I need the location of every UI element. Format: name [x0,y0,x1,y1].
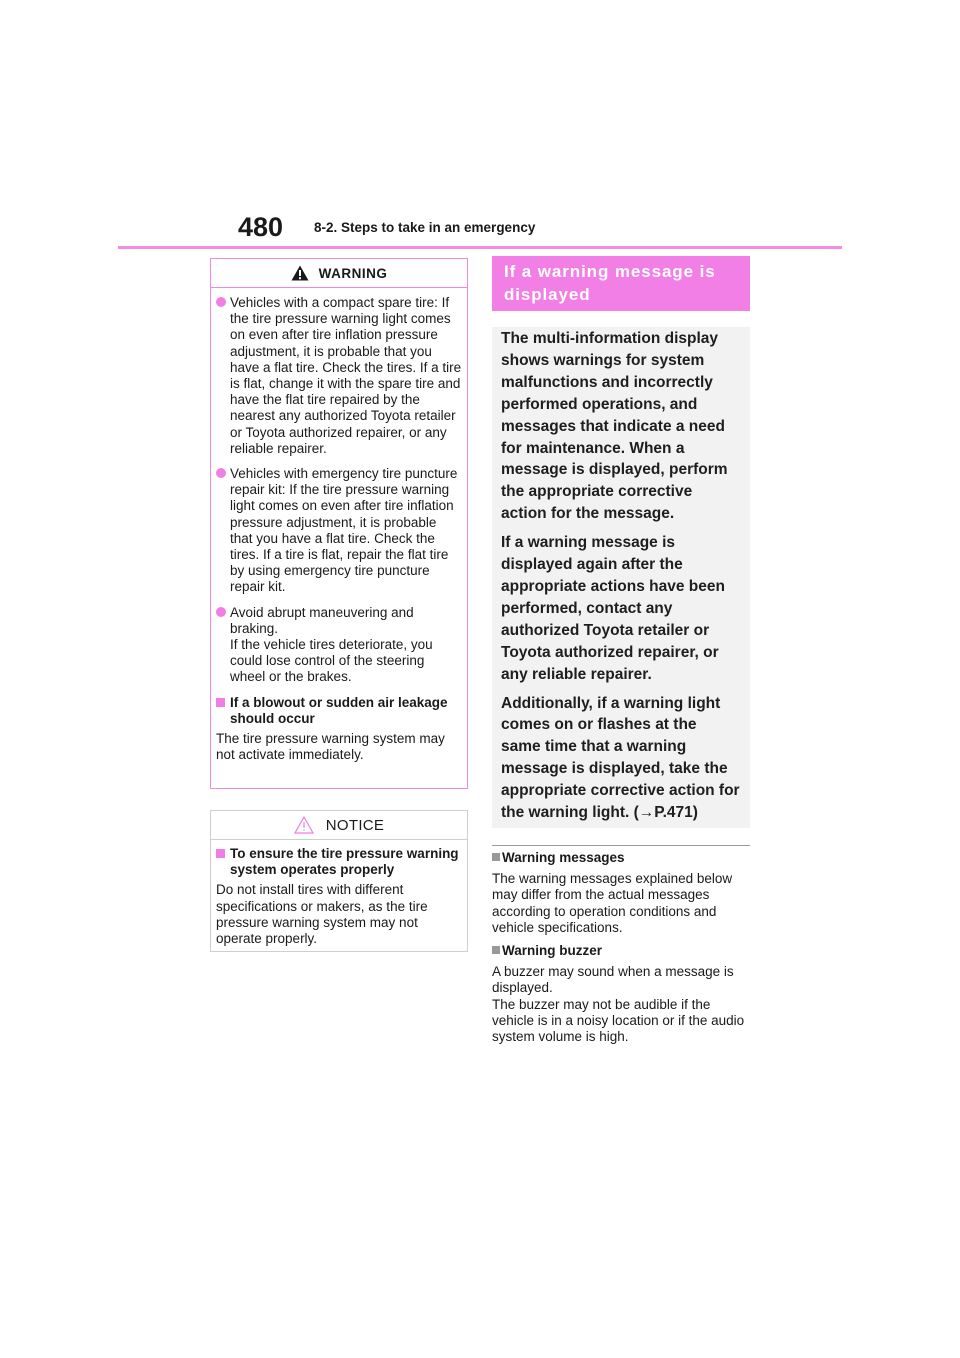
warning-messages-heading [492,850,752,866]
warning-item [216,295,462,457]
warning-title: WARNING [318,265,388,281]
warning-triangle-icon [291,265,309,281]
intro-paragraph: If a warning message is displayed again after the appropriate actions have been performed, contact any authorized Toyota retailer or Toyota authorized repairer, or any reliable repairer. [501,534,725,683]
warning-messages-heading-text: Warning messages [502,850,625,865]
notice-box [210,810,468,952]
warning-messages-section [492,850,752,936]
warning-item-text: Vehicles with a compact spare tire: If the tire pressure warning light comes on even after tire inflation pressure adjustment, it is probable that you have a flat tire. Check the tires. If a tire is flat, change it with the spare tire and have the flat tire repaired by the nearest any authorized Toyota retailer or Toyota authorized repairer, or any reliable repairer. [230,295,462,456]
warning-item [216,605,462,686]
section-banner: If a warning message is displayed [492,256,750,311]
divider [492,845,750,846]
notice-text: Do not install tires with different specifications or makers, as the tire pressure warning system may not operate properly. [216,882,428,947]
page-header [118,210,842,249]
bullet-dot-icon [216,607,226,617]
intro-paragraph: Additionally, if a warning light comes on or flashes at the same time that a warning message is displayed, take the appropriate corrective action for the warning light. (→P.471) [501,694,740,822]
notice-body [211,840,467,947]
bullet-square-icon [492,853,500,861]
notice-header [211,811,467,840]
notice-subsection [216,846,462,878]
section-title: 8-2. Steps to take in an emergency [314,220,536,235]
bullet-dot-icon [216,468,226,478]
intro-paragraph: The multi-information display shows warnings for system malfunctions and incorrectly performed operations, and messages that indicate a need for maintenance. When a message is displayed, perform the appropriate corrective action for the message. [501,330,728,523]
warning-item-text: If the vehicle tires deteriorate, you could lose control of the steering wheel or the brakes. [230,637,433,685]
warning-buzzer-heading [492,943,752,959]
warning-subheading: If a blowout or sudden air leakage should occur [230,694,448,726]
bullet-dot-icon [216,297,226,307]
warning-header [211,259,467,288]
warning-item-text: Avoid abrupt maneuvering and braking. [230,604,414,636]
warning-body [211,288,467,763]
notice-subheading: To ensure the tire pressure warning system operates properly [230,846,459,878]
warning-box [210,258,468,789]
warning-buzzer-text: The buzzer may not be audible if the vehicle is in a noisy location or if the audio system volume is high. [492,996,745,1045]
notice-title: NOTICE [325,816,385,834]
notice-triangle-icon [294,816,314,834]
warning-buzzer-text: A buzzer may sound when a message is displayed. [492,964,734,996]
intro-panel [492,327,750,828]
warning-subsection [216,695,462,727]
warning-buzzer-heading-text: Warning buzzer [502,943,602,958]
warning-item-text: Vehicles with emergency tire puncture repair kit: If the tire pressure warning light comes on even after tire inflation pressure adjustment, it is probable that you have a flat tire. Check the tires. If a tire is flat, repair the flat tire by using emergency tire puncture repair kit. [230,466,458,595]
bullet-square-icon [216,698,225,707]
warning-item [216,466,462,596]
warning-subtext: The tire pressure warning system may not activate immediately. [216,731,445,763]
warning-messages-text: The warning messages explained below may differ from the actual messages according to operation conditions and vehicle specifications. [492,871,733,935]
bullet-square-icon [492,946,500,954]
warning-buzzer-section [492,943,752,1045]
page-number: 480 [238,212,284,242]
bullet-square-icon [216,849,225,858]
